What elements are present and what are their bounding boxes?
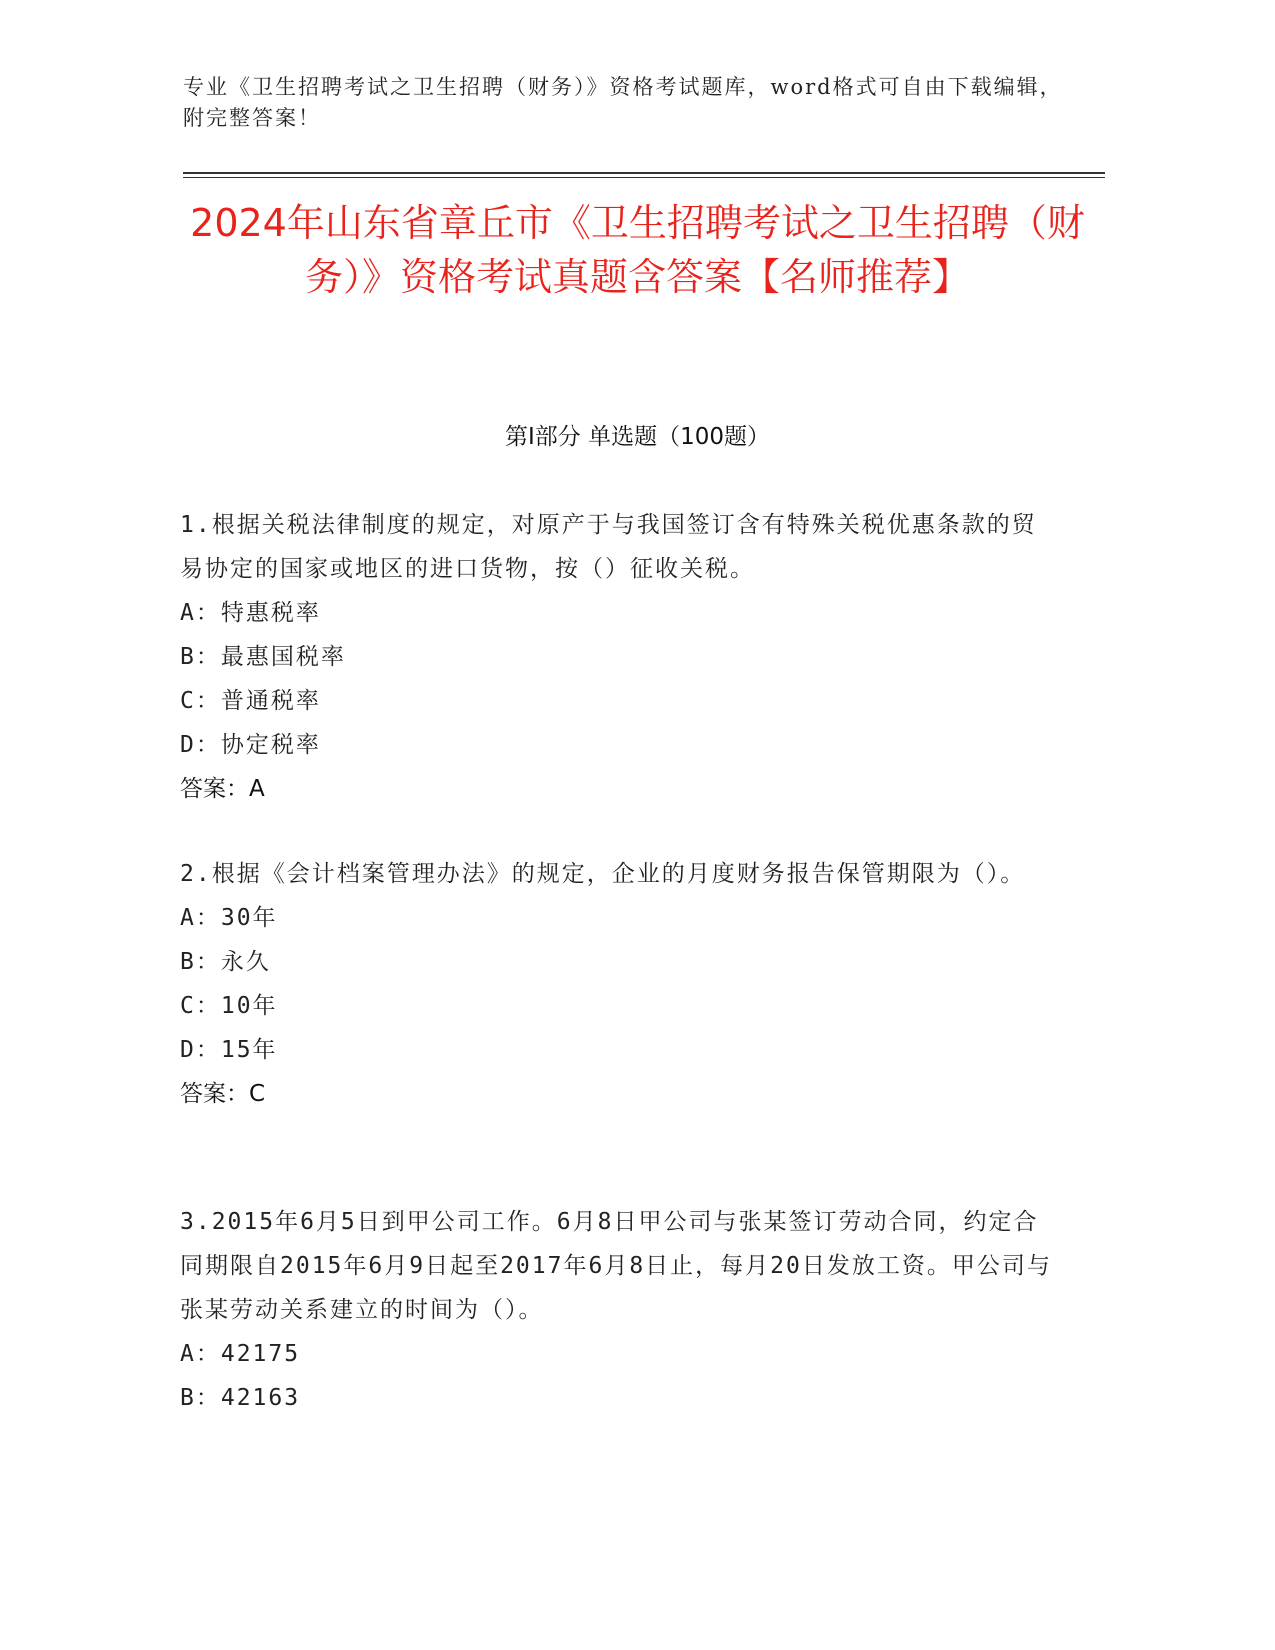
question-block xyxy=(180,852,1060,1116)
option-a: A：特惠税率 xyxy=(180,600,321,626)
question-stem: 2.根据《会计档案管理办法》的规定，企业的月度财务报告保管期限为（）。 xyxy=(180,861,1026,887)
option-a: A：30年 xyxy=(180,905,278,931)
option-c: C：普通税率 xyxy=(180,688,321,714)
answer-line: 答案：C xyxy=(180,1081,266,1107)
option-d: D：15年 xyxy=(180,1037,278,1063)
option-b: B：最惠国税率 xyxy=(180,644,346,670)
option-b: B：42163 xyxy=(180,1385,301,1411)
option-b: B：永久 xyxy=(180,949,271,975)
section-heading: 第I部分 单选题（100题） xyxy=(505,424,770,450)
header-divider xyxy=(183,172,1105,174)
option-c: C：10年 xyxy=(180,993,278,1019)
answer-line: 答案：A xyxy=(180,776,265,802)
document-title: 2024年山东省章丘市《卫生招聘考试之卫生招聘（财务）》资格考试真题含答案【名师推荐】 xyxy=(190,201,1085,299)
question-block xyxy=(180,503,1060,811)
option-a: A：42175 xyxy=(180,1341,301,1367)
question-stem: 3.2015年6月5日到甲公司工作。6月8日甲公司与张某签订劳动合同，约定合同期限自2015年6月9日起至2017年6月8日止，每月20日发放工资。甲公司与张某劳动关系建立的时间为（）。 xyxy=(180,1209,1052,1323)
question-stem: 1.根据关税法律制度的规定，对原产于与我国签订含有特殊关税优惠条款的贸易协定的国家或地区的进口货物，按（）征收关税。 xyxy=(180,512,1037,582)
header-divider-thin xyxy=(183,177,1105,178)
option-d: D：协定税率 xyxy=(180,732,321,758)
question-block xyxy=(180,1200,1060,1420)
header-note: 专业《卫生招聘考试之卫生招聘（财务）》资格考试题库，word格式可自由下载编辑，附完整答案！ xyxy=(183,75,1063,130)
